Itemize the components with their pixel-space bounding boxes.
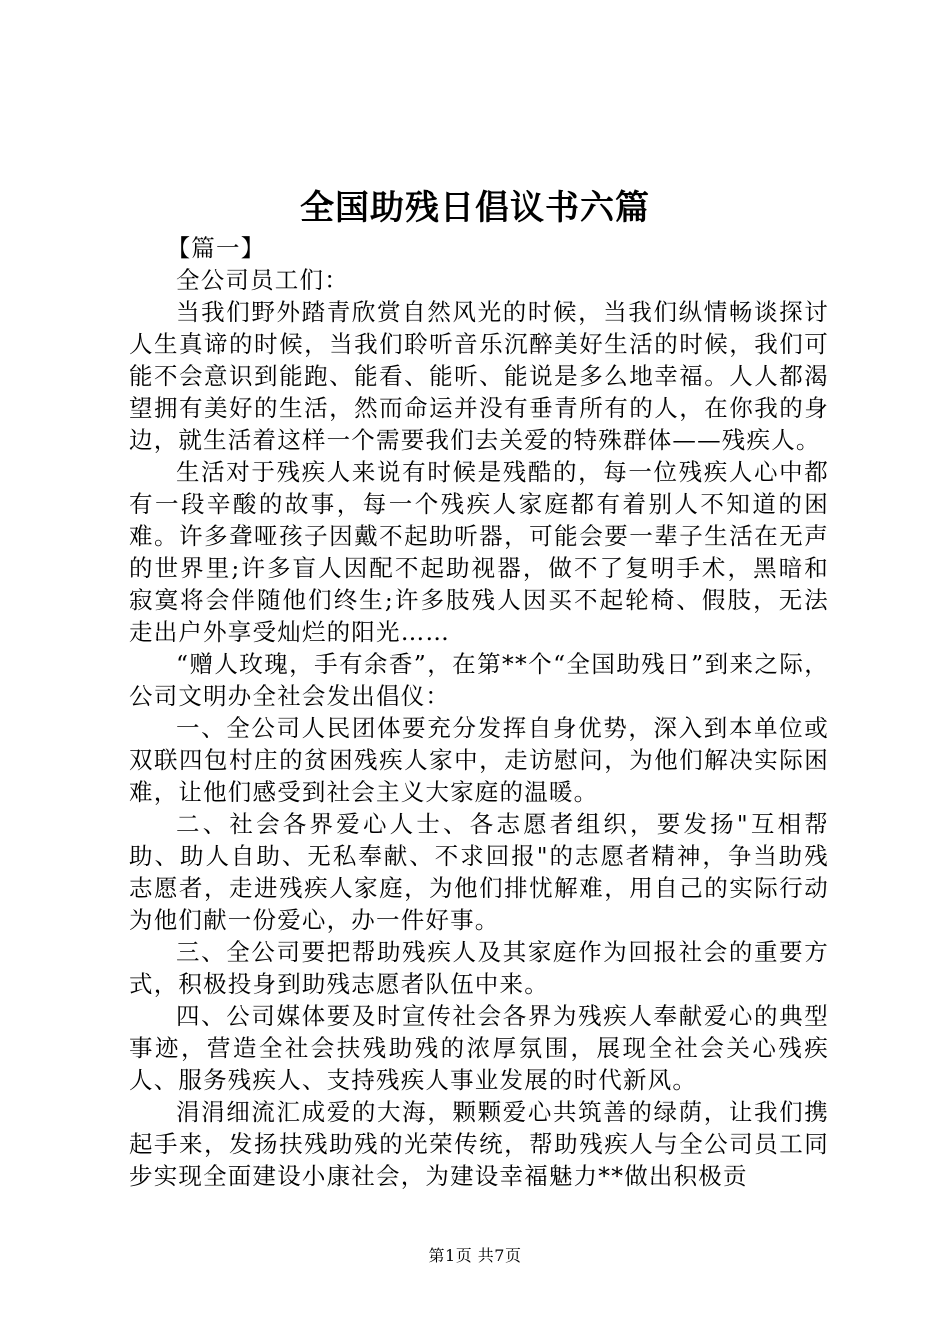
document-title: 全国助残日倡议书六篇 — [300, 188, 650, 228]
section-heading: 【篇一】 — [166, 234, 266, 262]
page-number-footer: 第1页 共7页 — [428, 1246, 522, 1265]
proposal-item-3: 三、全公司要把帮助残疾人及其家庭作为回报社会的重要方式，积极投身到助残志愿者队伍中来。 — [129, 938, 829, 998]
body-paragraph: 当我们野外踏青欣赏自然风光的时候，当我们纵情畅谈探讨人生真谛的时候，当我们聆听音乐沉醉美好生活的时候，我们可能不会意识到能跑、能看、能听、能说是多么地幸福。人人都渴望拥有美好的生活，然而命运并没有垂青所有的人，在你我的身边，就生活着这样一个需要我们去关爱的特殊群体——残疾人。 — [129, 298, 829, 454]
closing-paragraph: 涓涓细流汇成爱的大海，颗颗爱心共筑善的绿荫，让我们携起手来，发扬扶残助残的光荣传统，帮助残疾人与全公司员工同步实现全面建设小康社会，为建设幸福魅力**做出积极贡 — [129, 1098, 829, 1190]
document-body — [129, 232, 829, 1192]
proposal-item-4: 四、公司媒体要及时宣传社会各界为残疾人奉献爱心的典型事迹，营造全社会扶残助残的浓厚氛围，展现全社会关心残疾人、服务残疾人、支持残疾人事业发展的时代新风。 — [129, 1002, 829, 1094]
proposal-item-1: 一、全公司人民团体要充分发挥自身优势，深入到本单位或双联四包村庄的贫困残疾人家中，走访慰问，为他们解决实际困难，让他们感受到社会主义大家庭的温暖。 — [129, 714, 829, 806]
body-paragraph: “赠人玫瑰，手有余香”，在第**个“全国助残日”到来之际，公司文明办全社会发出倡仪： — [129, 650, 829, 710]
salutation: 全公司员工们： — [176, 266, 349, 294]
body-paragraph: 生活对于残疾人来说有时候是残酷的，每一位残疾人心中都有一段辛酸的故事，每一个残疾人家庭都有着别人不知道的困难。许多聋哑孩子因戴不起助听器，可能会要一辈子生活在无声的世界里;许多盲人因配不起助视器，做不了复明手术，黑暗和寂寞将会伴随他们终生;许多肢残人因买不起轮椅、假肢，无法走出户外享受灿烂的阳光…… — [129, 458, 829, 646]
proposal-item-2: 二、社会各界爱心人士、各志愿者组织，要发扬"互相帮助、助人自助、无私奉献、不求回报"的志愿者精神，争当助残志愿者，走进残疾人家庭，为他们排忧解难，用自己的实际行动为他们献一份爱心，办一件好事。 — [129, 810, 829, 934]
